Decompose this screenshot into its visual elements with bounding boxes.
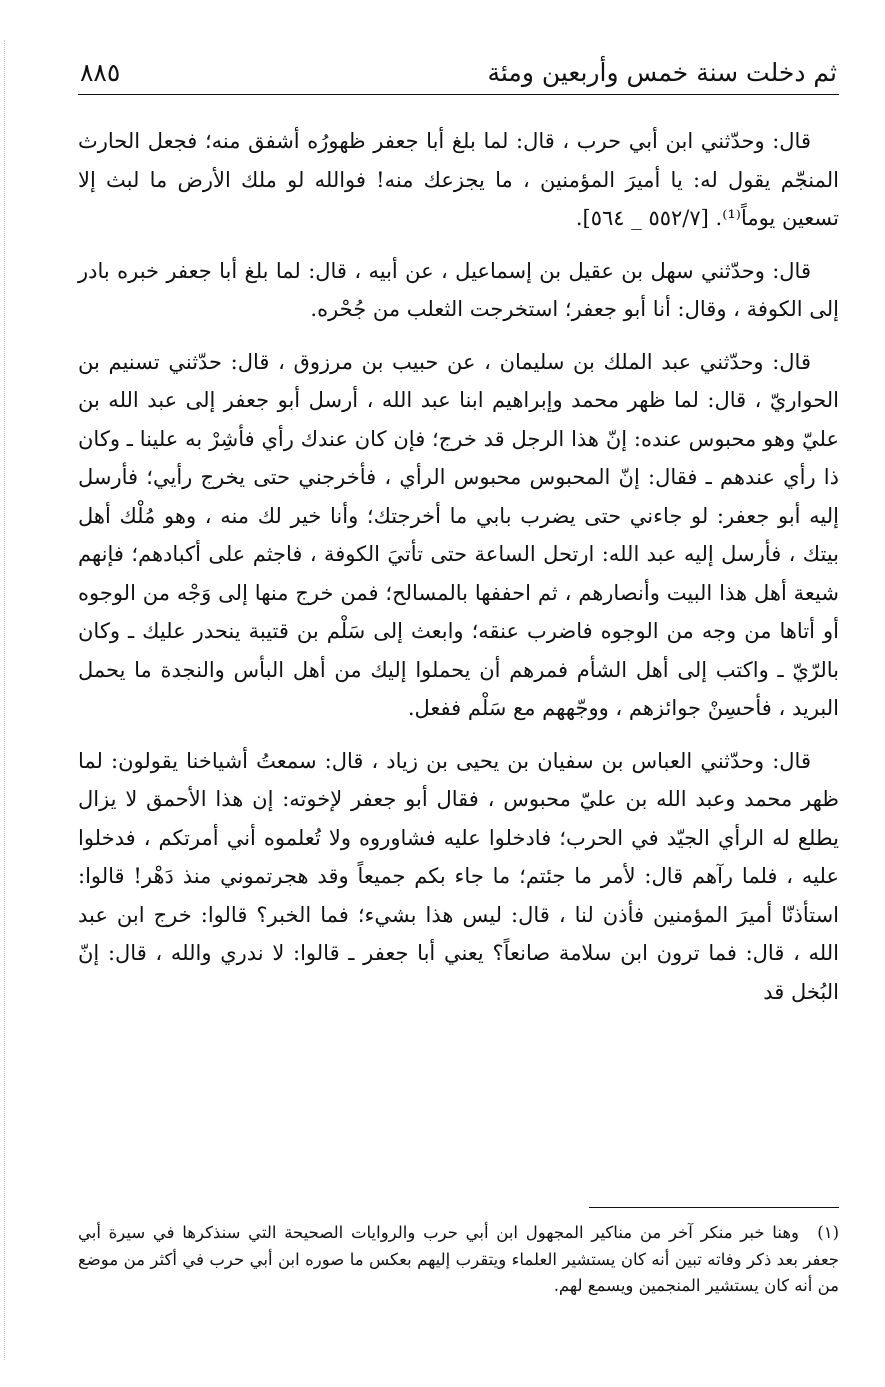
page-number: ٨٨٥ (80, 58, 121, 87)
paragraph-4: قال: وحدّثني العباس بن سفيان بن يحيى بن زياد ، قال: سمعتُ أشياخنا يقولون: لما ظهر محمد وعبد الله بن عليّ محبوس ، فقال أبو جعفر لإخوته: إن هذا الأحمق لا يزال يطلع له الرأي الجيّد في الحرب؛ فادخلوا عليه فشاوروه ولا تُعلموه أني أمرتكم ، فدخلوا عليه ، فلما رآهم قال: لأمر ما جئتم؛ ما جاء بكم جميعاً وقد هجرتموني منذ دَهْر! قالوا: استأذنّا أميرَ المؤمنين فأذن لنا ، قال: ليس هذا بشيء؛ فما الخبر؟ قالوا: خرج ابن عبد الله ، قال: فما ترون ابن سلامة صانعاً؟ يعني أبا جعفر ـ قالوا: لا ندري والله ، قال: إنّ البُخل قد (78, 748, 839, 1004)
footnote-text: وهنا خبر منكر آخر من مناكير المجهول ابن أبي حرب والروايات الصحيحة التي سنذكرها في سيرة أبي جعفر بعد ذكر وفاته تبين أنه كان يستشير العلماء ويتقرب إليهم بعكس ما صوره ابن أبي حرب في أكثر من موضع من أنه كان يستشير المنجمين ويسمع لهم. (78, 1223, 839, 1295)
footnote (78, 1220, 839, 1300)
running-header (80, 52, 837, 92)
main-text (78, 122, 839, 1025)
footnote-marker: (١) (817, 1223, 839, 1242)
scan-margin-edge (4, 40, 5, 1360)
paragraph-2: قال: وحدّثني سهل بن عقيل بن إسماعيل ، عن أبيه ، قال: لما بلغ أبا جعفر خبره بادر إلى الكوفة ، وقال: أنا أبو جعفر؛ استخرجت الثعلب من جُحْره. (78, 258, 839, 321)
paragraph-1: قال: وحدّثني ابن أبي حرب ، قال: لما بلغ أبا جعفر ظهورُه أشفق منه؛ فجعل الحارث المنجّم يقول له: يا أميرَ المؤمنين ، ما يجزعك منه! فوالله لو ملك الأرض ما لبث إلا تسعين يوماً⁽¹⁾. [٥٥٢/٧ _ ٥٦٤]. (78, 129, 839, 230)
running-title: ثم دخلت سنة خمس وأربعين ومئة (487, 58, 837, 87)
footnote-rule (589, 1207, 839, 1208)
header-rule (78, 94, 839, 95)
paragraph-3: قال: وحدّثني عبد الملك بن سليمان ، عن حبيب بن مرزوق ، قال: حدّثني تسنيم بن الحواريّ ، قال: لما ظهر محمد وإبراهيم ابنا عبد الله ، أرسل أبو جعفر إلى عبد الله بن عليّ وهو محبوس عنده: إنّ هذا الرجل قد خرج؛ فإن كان عندك رأي فأشِرْ به علينا ـ وكان ذا رأي عندهم ـ فقال: إنّ المحبوس محبوس الرأي ، فأخرجني حتى يخرج رأيي؛ فأرسل إليه أبو جعفر: لو جاءني حتى يضرب بابي ما أخرجتك؛ وأنا خير لك منه ، وهو مُلْك أهل بيتك ، فأرسل إليه عبد الله: ارتحل الساعة حتى تأتيَ الكوفة ، فاجثم على أكبادهم؛ فإنهم شيعة أهل هذا البيت وأنصارهم ، ثم احففها بالمسالح؛ فمن خرج منها إلى وَجْه من الوجوه أو أتاها من وجه من الوجوه فاضرب عنقه؛ وابعث إلى سَلْم بن قتيبة ينحدر عليك ـ وكان بالرّيّ ـ واكتب إلى أهل الشأم فمرهم أن يحملوا إليك من أهل البأس والنجدة ما يحمل البريد ، فأحسِنْ جوائزهم ، ووجّههم مع سَلْم ففعل. (78, 349, 839, 720)
